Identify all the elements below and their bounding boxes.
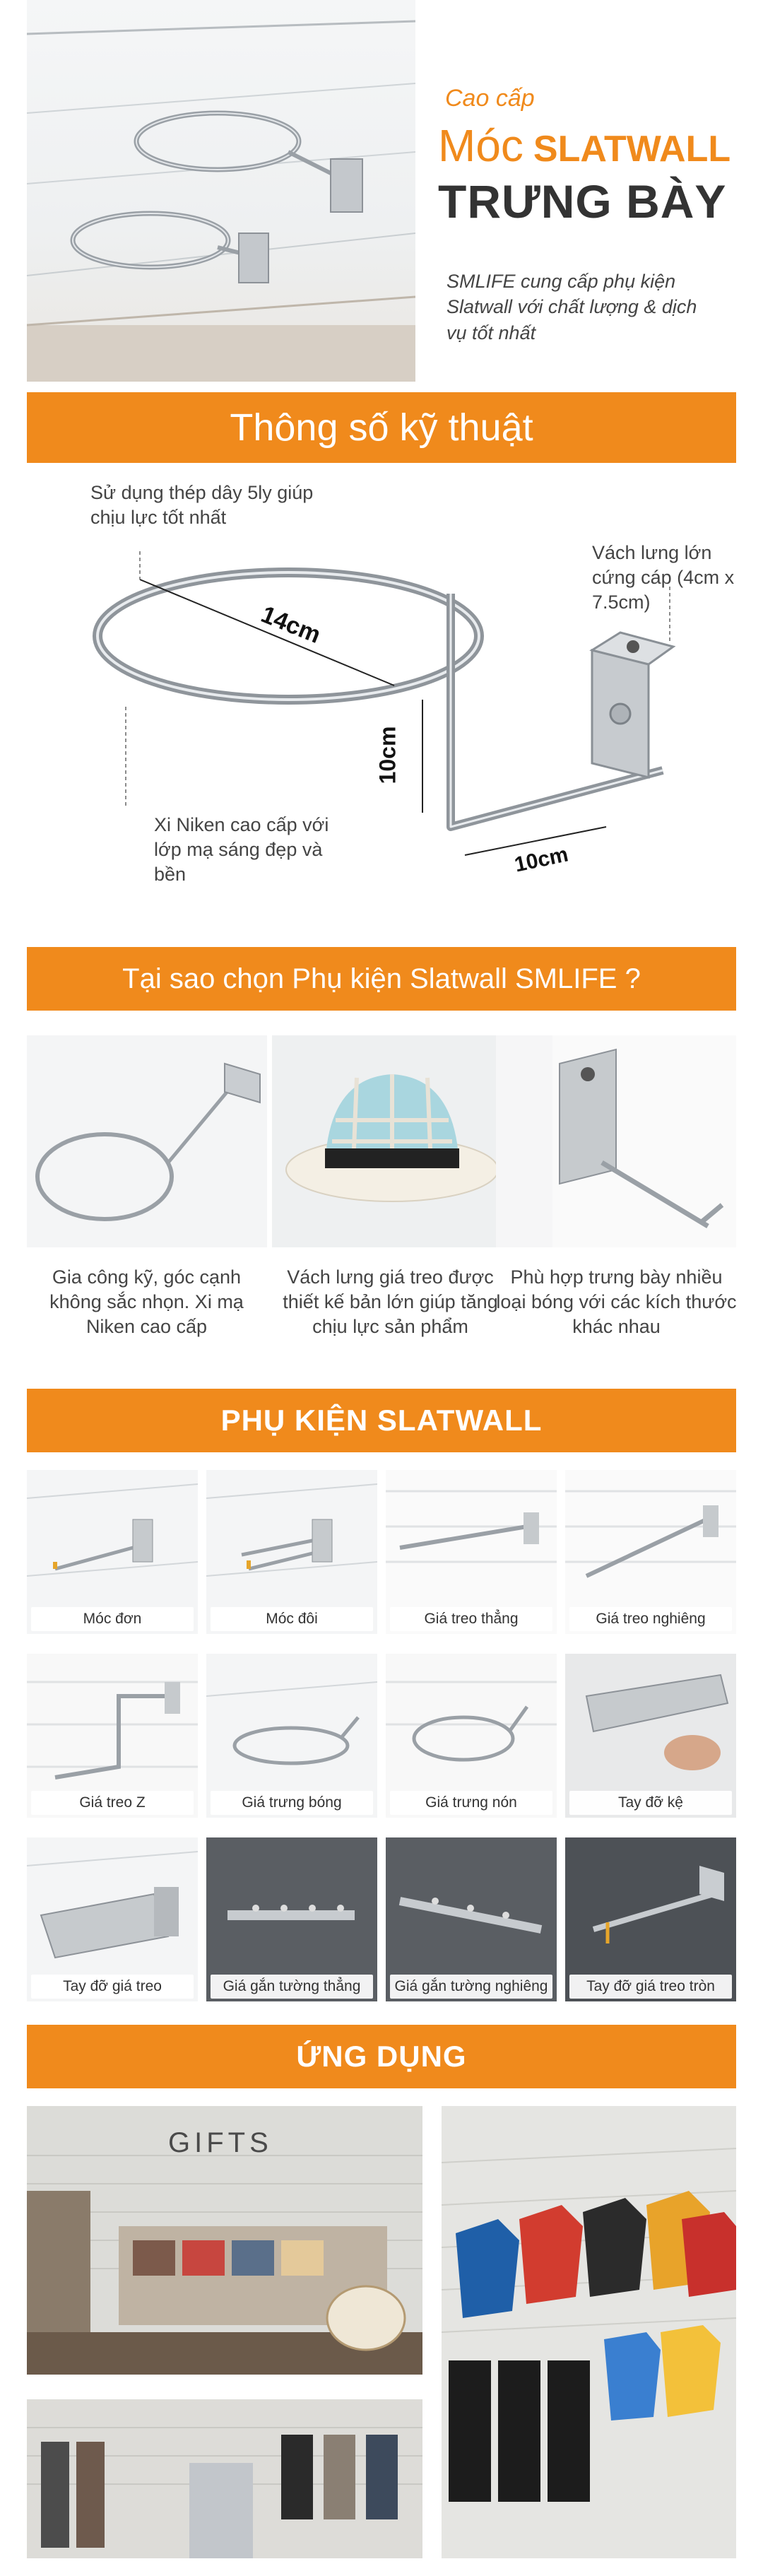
hero-photo [27, 0, 415, 382]
why-caption-3: Phù hợp trưng bày nhiều loại bóng với các kích thước khác nhau [496, 1266, 737, 1338]
product-card[interactable] [386, 1837, 557, 2001]
why-image-hook [496, 1035, 736, 1247]
hero-subtitle: Cao cấp [445, 85, 535, 112]
product-label: Giá treo Z [31, 1791, 194, 1815]
app-photo-gift-store [27, 2106, 422, 2375]
product-card[interactable] [386, 1470, 557, 1634]
product-label: Tay đỡ giá treo tròn [569, 1975, 732, 1999]
products-heading: PHỤ KIỆN SLATWALL [220, 1404, 543, 1437]
product-card[interactable] [27, 1470, 198, 1634]
note-steel: Sử dụng thép dây 5ly giúp chịu lực tốt nhất [90, 482, 314, 529]
product-label: Móc đơn [31, 1607, 194, 1631]
hero-title-line [438, 119, 749, 172]
spec-diagram [27, 474, 736, 912]
note-backplate: Vách lưng lớn cứng cáp (4cm x 7.5cm) [592, 542, 735, 613]
product-card[interactable] [206, 1654, 377, 1818]
store-sign: GIFTS [168, 2127, 273, 2158]
app-photo-sport-store [442, 2106, 736, 2558]
dim-depth: 10cm [512, 842, 571, 877]
hero-title-main: TRƯNG BÀY [438, 175, 727, 228]
hero-title-light: Móc [438, 120, 524, 171]
product-card[interactable] [206, 1837, 377, 2001]
app-photo-fashion-store [27, 2399, 422, 2558]
hero-ring-hooks-illustration [27, 0, 415, 382]
ball-holder-diagram [27, 474, 736, 912]
dim-ring: 14cm [257, 601, 325, 649]
hero-title-bold: SLATWALL [533, 129, 731, 170]
product-label: Móc đôi [211, 1607, 373, 1631]
dim-height: 10cm [374, 726, 401, 784]
product-card[interactable] [565, 1837, 736, 2001]
product-label: Giá treo thẳng [390, 1607, 552, 1631]
why-caption-2: Vách lưng giá treo được thiết kế bản lớn giúp tăng chịu lực sản phẩm [283, 1266, 498, 1338]
product-label: Giá gắn tường nghiêng [390, 1975, 552, 1999]
spec-banner [27, 392, 736, 463]
product-card[interactable] [27, 1654, 198, 1818]
product-label: Giá trưng bóng [211, 1791, 373, 1815]
product-card[interactable] [565, 1654, 736, 1818]
apps-heading: ỨNG DỤNG [296, 2040, 467, 2073]
hero-section [0, 0, 763, 382]
product-label: Giá trưng nón [390, 1791, 552, 1815]
apps-banner [27, 2025, 736, 2088]
product-label: Giá gắn tường thẳng [211, 1975, 373, 1999]
product-label: Tay đỡ kệ [569, 1791, 732, 1815]
product-card[interactable] [206, 1470, 377, 1634]
hero-description: SMLIFE cung cấp phụ kiện Slatwall với chất lượng & dịch vụ tốt nhất [446, 271, 697, 343]
why-banner [27, 947, 736, 1011]
products-banner [27, 1389, 736, 1452]
note-plating: Xi Niken cao cấp với lớp mạ sáng đẹp và bền [154, 814, 329, 886]
product-label: Tay đỡ giá treo [31, 1975, 194, 1999]
product-card[interactable] [27, 1837, 198, 2001]
why-caption-1: Gia công kỹ, góc cạnh không sắc nhọn. Xi mạ Niken cao cấp [49, 1266, 244, 1338]
product-label: Giá treo nghiêng [569, 1607, 732, 1631]
product-card[interactable] [386, 1654, 557, 1818]
hero-title-block [438, 85, 749, 228]
product-card[interactable] [565, 1470, 736, 1634]
spec-heading: Thông số kỹ thuật [230, 406, 533, 449]
why-heading: Tại sao chọn Phụ kiện Slatwall SMLIFE ? [122, 963, 641, 994]
why-image-hat [272, 1035, 512, 1247]
why-image-ring [27, 1035, 267, 1247]
